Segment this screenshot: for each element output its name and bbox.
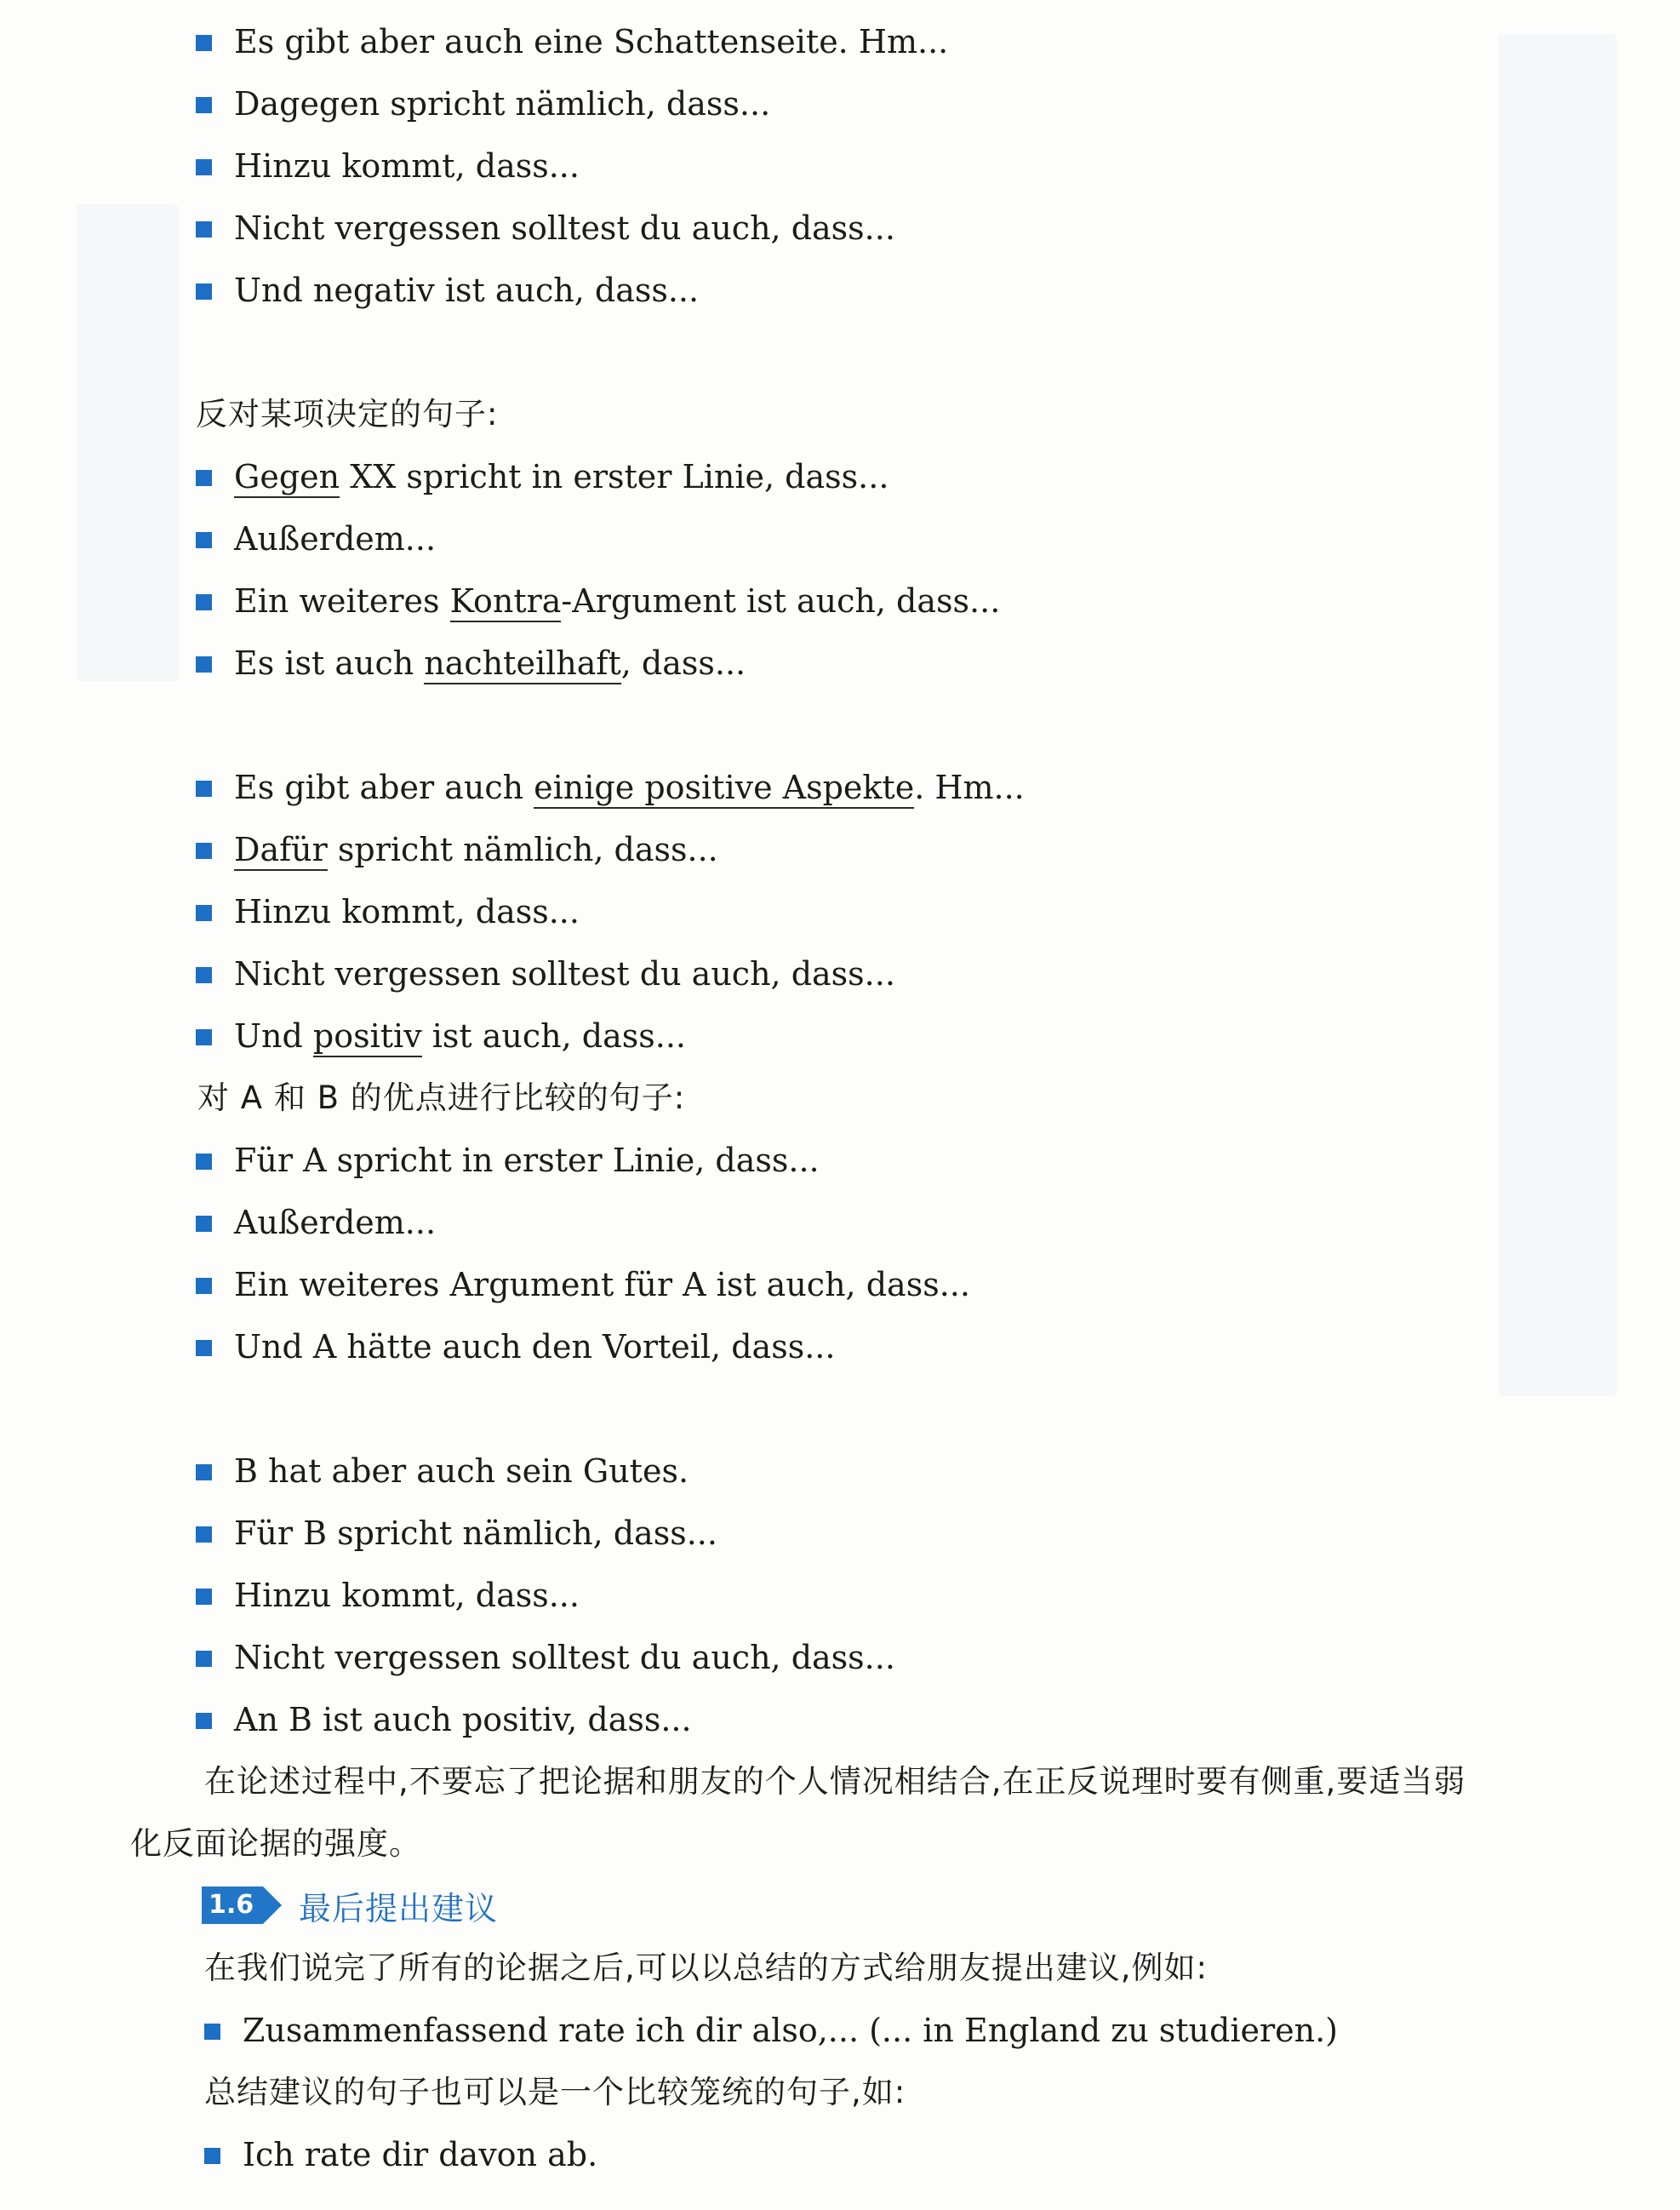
- bullet-text: Es gibt aber auch: [234, 769, 534, 806]
- bullet-item: [196, 953, 895, 994]
- bullet-text: Und: [234, 1017, 313, 1055]
- bullet-text: Ich rate dir davon ab.: [243, 2136, 598, 2173]
- square-bullet-icon: [196, 159, 212, 175]
- bullet-text: Zusammenfassend rate ich dir also,... (... in England zu studieren.): [243, 2012, 1338, 2049]
- section-number-badge: 1.6: [202, 1887, 263, 1924]
- show-through-right: [1498, 34, 1617, 1396]
- square-bullet-icon: [196, 1713, 212, 1729]
- bullet-item: [196, 146, 580, 186]
- square-bullet-icon: [196, 1340, 212, 1356]
- underlined-phrase: Dafür: [234, 831, 328, 871]
- underlined-phrase: Kontra: [450, 582, 562, 622]
- bullet-text: Nicht vergessen solltest du auch, dass...: [234, 1639, 895, 1676]
- square-bullet-icon: [196, 1526, 212, 1543]
- bullet-text: XX spricht in erster Linie, dass...: [340, 458, 889, 495]
- bullet-item: [196, 891, 580, 932]
- square-bullet-icon: [204, 2148, 220, 2164]
- paragraph-line: 总结建议的句子也可以是一个比较笼统的句子,如:: [204, 2074, 906, 2110]
- underlined-phrase: nachteilhaft: [424, 644, 620, 684]
- square-bullet-icon: [196, 283, 212, 300]
- bullet-text: Ein weiteres: [234, 582, 450, 620]
- bullet-item: [196, 1326, 835, 1367]
- bullet-text: Für B spricht nämlich, dass...: [234, 1514, 717, 1552]
- bullet-item: [196, 270, 699, 311]
- bullet-text: Es gibt aber auch eine Schattenseite. Hm...: [234, 23, 949, 60]
- bullet-item: [196, 1016, 686, 1056]
- square-bullet-icon: [196, 97, 212, 113]
- bullet-item: [204, 2134, 597, 2175]
- bullet-item: [196, 1699, 692, 1740]
- square-bullet-icon: [196, 470, 212, 486]
- bullet-item: [196, 829, 718, 870]
- square-bullet-icon: [196, 532, 212, 548]
- bullet-text: Dagegen spricht nämlich, dass...: [234, 85, 771, 123]
- bullet-text: Ein weiteres Argument für A ist auch, dass...: [234, 1266, 970, 1303]
- square-bullet-icon: [196, 221, 212, 238]
- bullet-item: [196, 643, 746, 684]
- square-bullet-icon: [196, 843, 212, 859]
- bullet-item: [196, 1264, 970, 1305]
- bullet-item: [196, 1575, 580, 1616]
- bullet-text: Hinzu kommt, dass...: [234, 1577, 580, 1614]
- bullet-text: An B ist auch positiv, dass...: [234, 1701, 692, 1738]
- bullet-text: Außerdem...: [234, 1204, 437, 1241]
- underlined-phrase: Gegen: [234, 458, 340, 498]
- section-heading: [202, 1883, 498, 1927]
- bullet-text: Außerdem...: [234, 520, 437, 558]
- bullet-text: spricht nämlich, dass...: [327, 831, 718, 868]
- square-bullet-icon: [196, 1154, 212, 1170]
- bullet-text: -Argument ist auch, dass...: [561, 582, 1001, 620]
- paragraph-line: 化反面论据的强度。: [130, 1825, 421, 1862]
- bullet-item: [196, 83, 770, 124]
- paragraph-line: 对 A 和 B 的优点进行比较的句子:: [197, 1079, 686, 1116]
- square-bullet-icon: [196, 1464, 212, 1480]
- bullet-text: Und A hätte auch den Vorteil, dass...: [234, 1328, 836, 1366]
- bullet-item: [196, 21, 948, 62]
- square-bullet-icon: [196, 594, 212, 610]
- square-bullet-icon: [196, 905, 212, 921]
- bullet-text: Hinzu kommt, dass...: [234, 147, 580, 185]
- bullet-text: . Hm...: [914, 769, 1025, 806]
- bullet-text: Für A spricht in erster Linie, dass...: [234, 1142, 820, 1179]
- square-bullet-icon: [196, 1651, 212, 1667]
- square-bullet-icon: [196, 35, 212, 51]
- bullet-item: [196, 1513, 717, 1554]
- underlined-phrase: einige positive Aspekte: [534, 769, 914, 809]
- square-bullet-icon: [196, 781, 212, 797]
- square-bullet-icon: [204, 2024, 220, 2040]
- bullet-item: [196, 456, 889, 497]
- section-title: 最后提出建议: [299, 1889, 499, 1927]
- bullet-item: [196, 208, 895, 249]
- square-bullet-icon: [196, 1029, 212, 1045]
- underlined-phrase: positiv: [313, 1017, 422, 1057]
- square-bullet-icon: [196, 967, 212, 983]
- bullet-item: [196, 518, 436, 559]
- bullet-item: [204, 2010, 1338, 2051]
- bullet-item: [196, 1451, 689, 1491]
- bullet-text: , dass...: [620, 644, 746, 682]
- bullet-item: [196, 1140, 820, 1181]
- show-through-left: [77, 204, 179, 681]
- paragraph-line: 在我们说完了所有的论据之后,可以以总结的方式给朋友提出建议,例如:: [204, 1949, 1208, 1986]
- bullet-text: B hat aber auch sein Gutes.: [234, 1452, 689, 1490]
- bullet-text: Es ist auch: [234, 644, 425, 682]
- bullet-item: [196, 767, 1025, 808]
- square-bullet-icon: [196, 1216, 212, 1232]
- bullet-item: [196, 1202, 436, 1243]
- bullet-item: [196, 581, 1000, 621]
- bullet-item: [196, 1637, 895, 1678]
- square-bullet-icon: [196, 1278, 212, 1294]
- bullet-text: Nicht vergessen solltest du auch, dass...: [234, 955, 895, 993]
- bullet-text: ist auch, dass...: [421, 1017, 687, 1055]
- paragraph-line: 在论述过程中,不要忘了把论据和朋友的个人情况相结合,在正反说理时要有侧重,要适当弱: [204, 1763, 1466, 1800]
- bullet-text: Und negativ ist auch, dass...: [234, 272, 700, 309]
- square-bullet-icon: [196, 656, 212, 673]
- paragraph-line: 反对某项决定的句子:: [196, 396, 499, 432]
- bullet-text: Hinzu kommt, dass...: [234, 893, 580, 930]
- square-bullet-icon: [196, 1589, 212, 1605]
- bullet-text: Nicht vergessen solltest du auch, dass...: [234, 209, 895, 247]
